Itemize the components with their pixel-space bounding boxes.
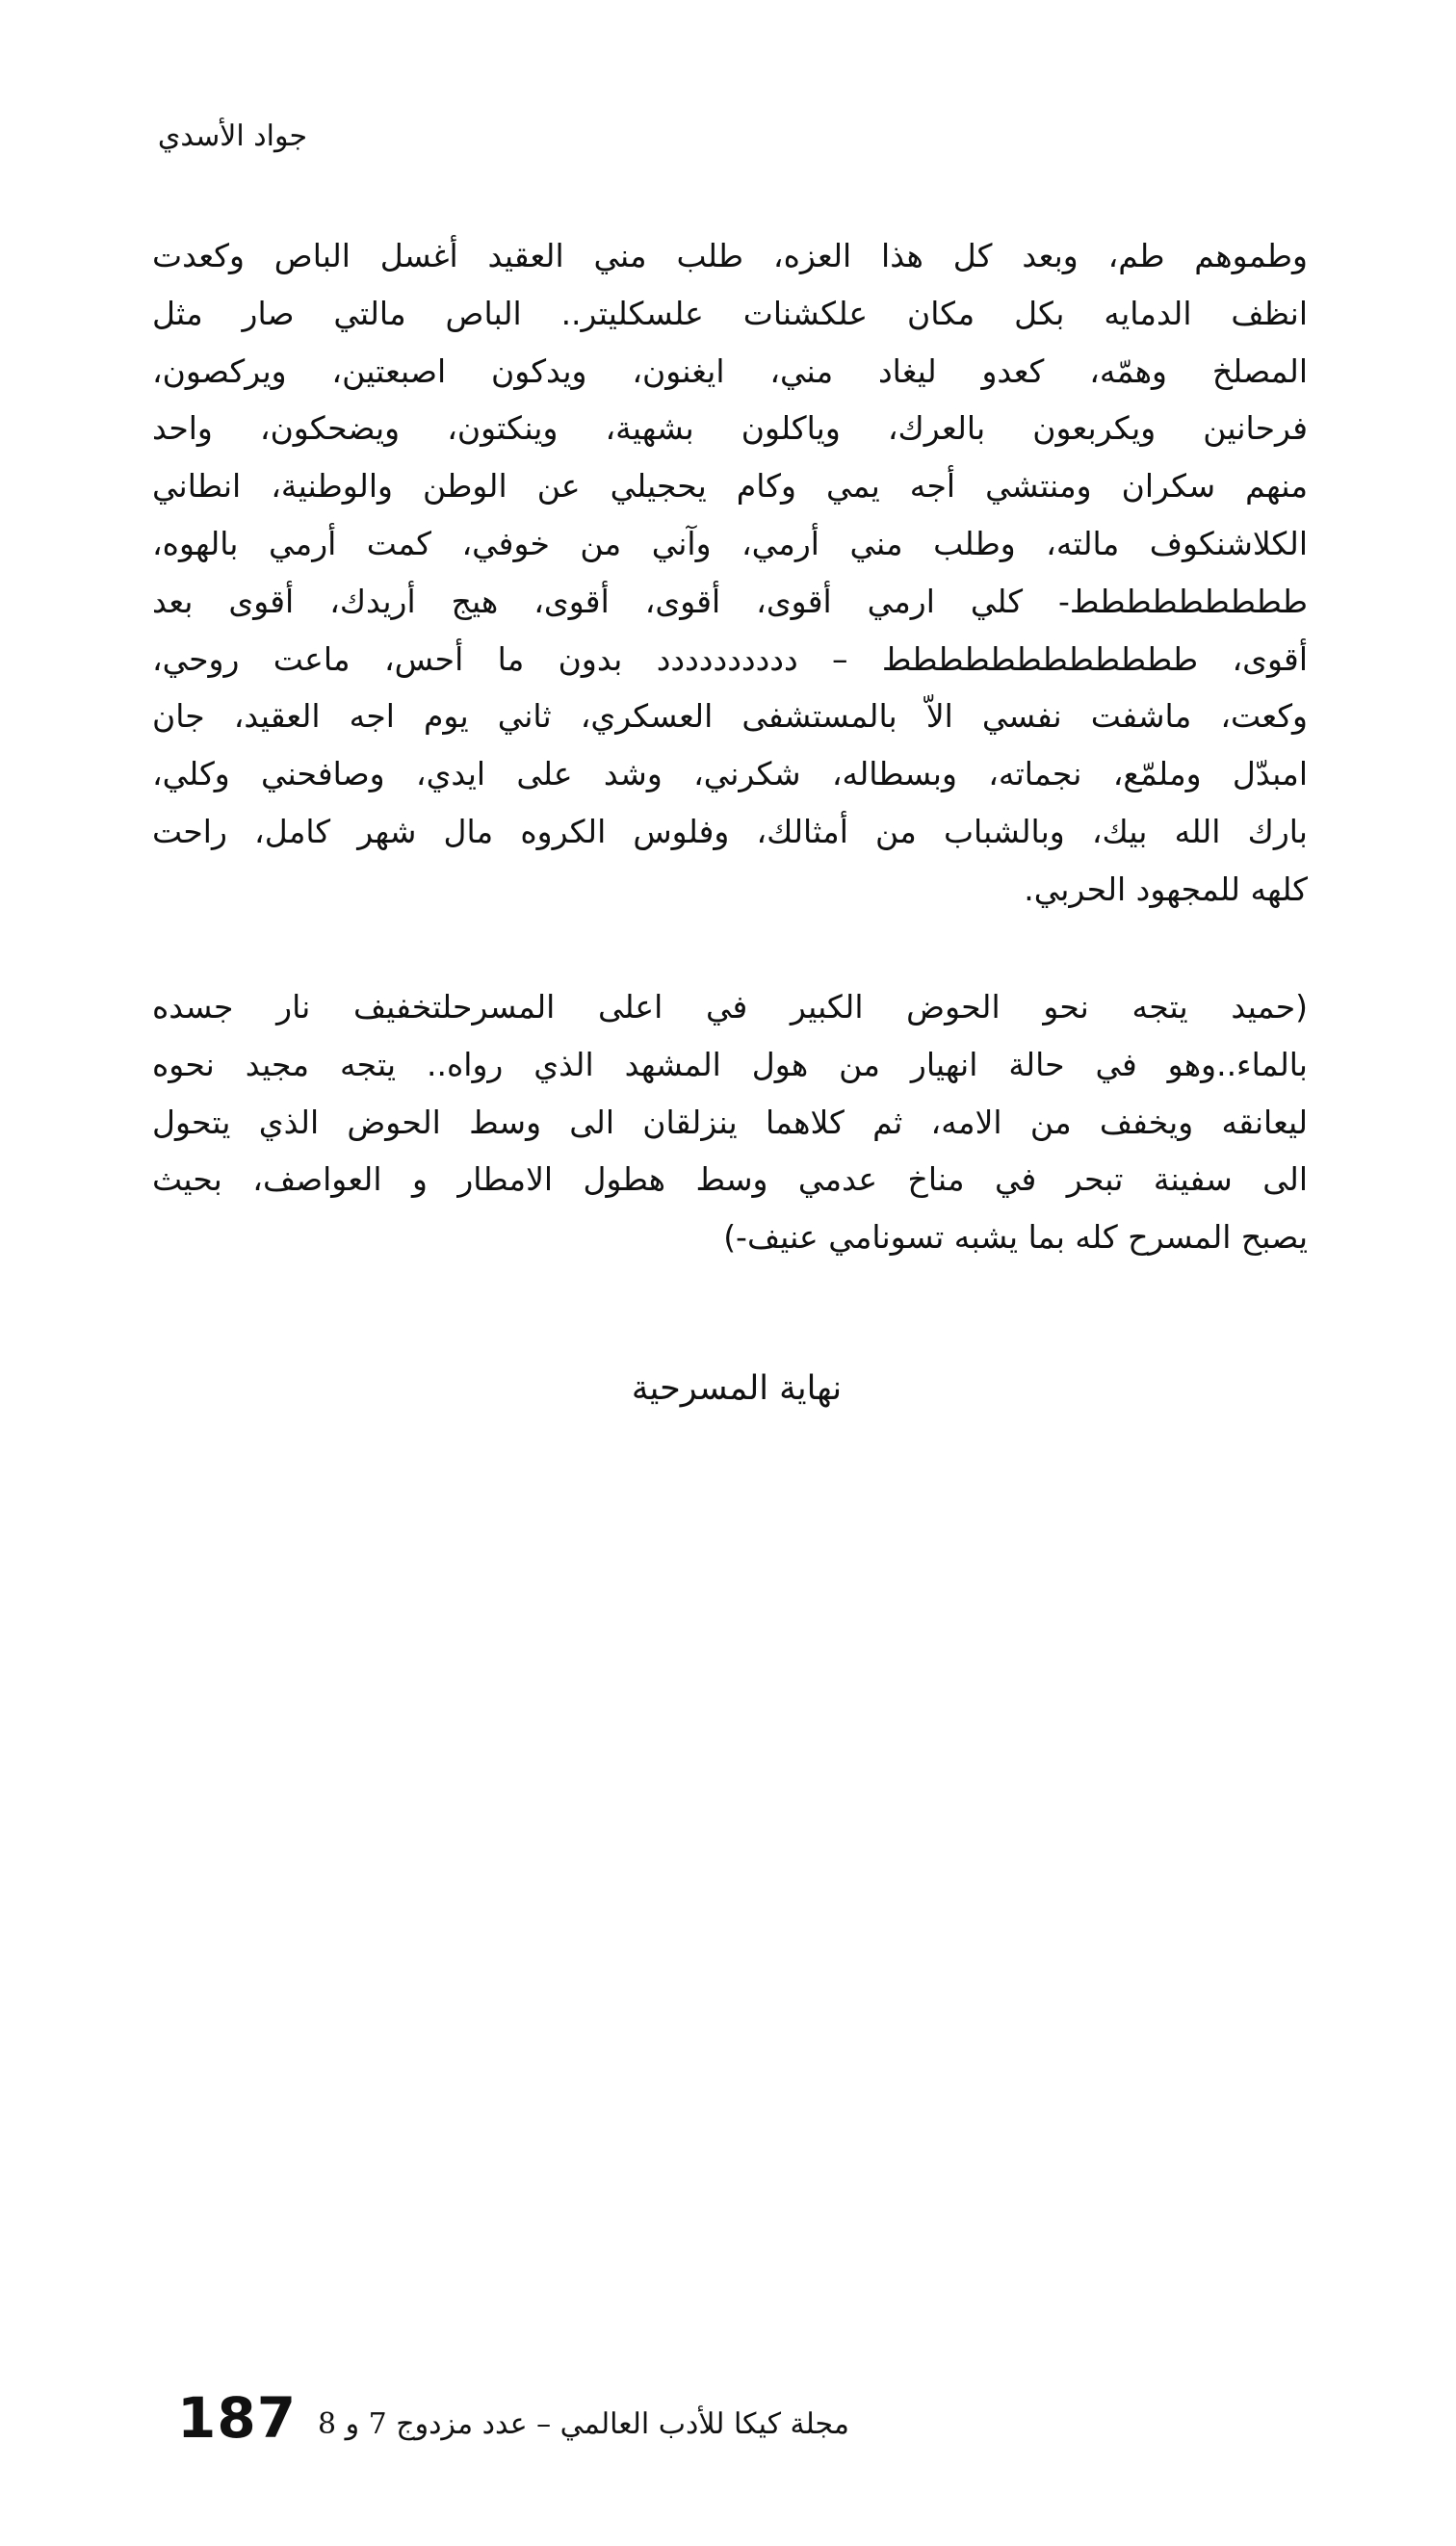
text-line: امبدّل وملمّع، نجماته، وبسطاله، شكرني، وشد على ايدي، وصافحني وكلي، [152, 755, 1308, 793]
text-line: كلهه للمجهود الحربي. [1024, 870, 1308, 908]
stage-direction-line: (حميد يتجه نحو الحوض الكبير في اعلى المسرحلتخفيف نار جسده [152, 988, 1308, 1026]
monologue-paragraph [152, 227, 1308, 919]
stage-direction-line: يصبح المسرح كله بما يشبه تسونامي عنيف-) [723, 1218, 1308, 1257]
stage-direction-paragraph [152, 978, 1308, 1266]
text-line: منهم سكران ومنتشي أجه يمي وكام يحجيلي عن الوطن والوطنية، انطاني [152, 467, 1308, 506]
stage-direction-line: الى سفينة تبحر في مناخ عدمي وسط هطول الامطار و العواصف، بحيث [152, 1160, 1308, 1199]
stage-direction-line: بالماء..وهو في حالة انهيار من هول المشهد الذي رواه.. يتجه مجيد نحوه [152, 1045, 1308, 1083]
text-line: الكلاشنكوف مالته، وطلب مني أرمي، وآني من خوفي، كمت أرمي بالهوه، [152, 524, 1308, 562]
text-line: أقوى، طططططططططططط – دددددددددد بدون ما أحس، ماعت روحي، [152, 639, 1308, 678]
text-line: وكعت، ماشفت نفسي الاّ بالمستشفى العسكري، ثاني يوم اجه العقيد، جان [152, 697, 1308, 736]
stage-direction-line: ليعانقه ويخفف من الامه، ثم كلاهما ينزلقان الى وسط الحوض الذي يتحول [152, 1103, 1308, 1141]
text-line: انظف الدمايه بكل مكان علكشنات علسكليتر.. الباص مالتي صار مثل [152, 294, 1308, 332]
text-line: فرحانين ويكربعون بالعرك، وياكلون بشهية، وينكتون، ويضحكون، واحد [152, 409, 1308, 448]
text-line: ططططططططط- كلي ارمي أقوى، أقوى، أقوى، هيج أريدك، أقوى بعد [152, 582, 1308, 620]
page-number: 187 [177, 2385, 298, 2451]
text-line: المصلخ وهمّه، كعدو ليغاد مني، ايغنون، ويدكون اصبعتين، ويركصون، [152, 351, 1308, 390]
play-ending-heading: نهاية المسرحية [631, 1369, 843, 1408]
text-line: وطموهم طم، وبعد كل هذا العزه، طلب مني العقيد أغسل الباص وكعدت [152, 237, 1308, 274]
text-line: بارك الله بيك، وبالشباب من أمثالك، وفلوس الكروه مال شهر كامل، راحت [152, 812, 1308, 850]
footer-journal-title: مجلة كيكا للأدب العالمي – عدد مزدوج 7 و 8 [317, 2407, 849, 2441]
running-header-author: جواد الأسدي [157, 119, 307, 153]
